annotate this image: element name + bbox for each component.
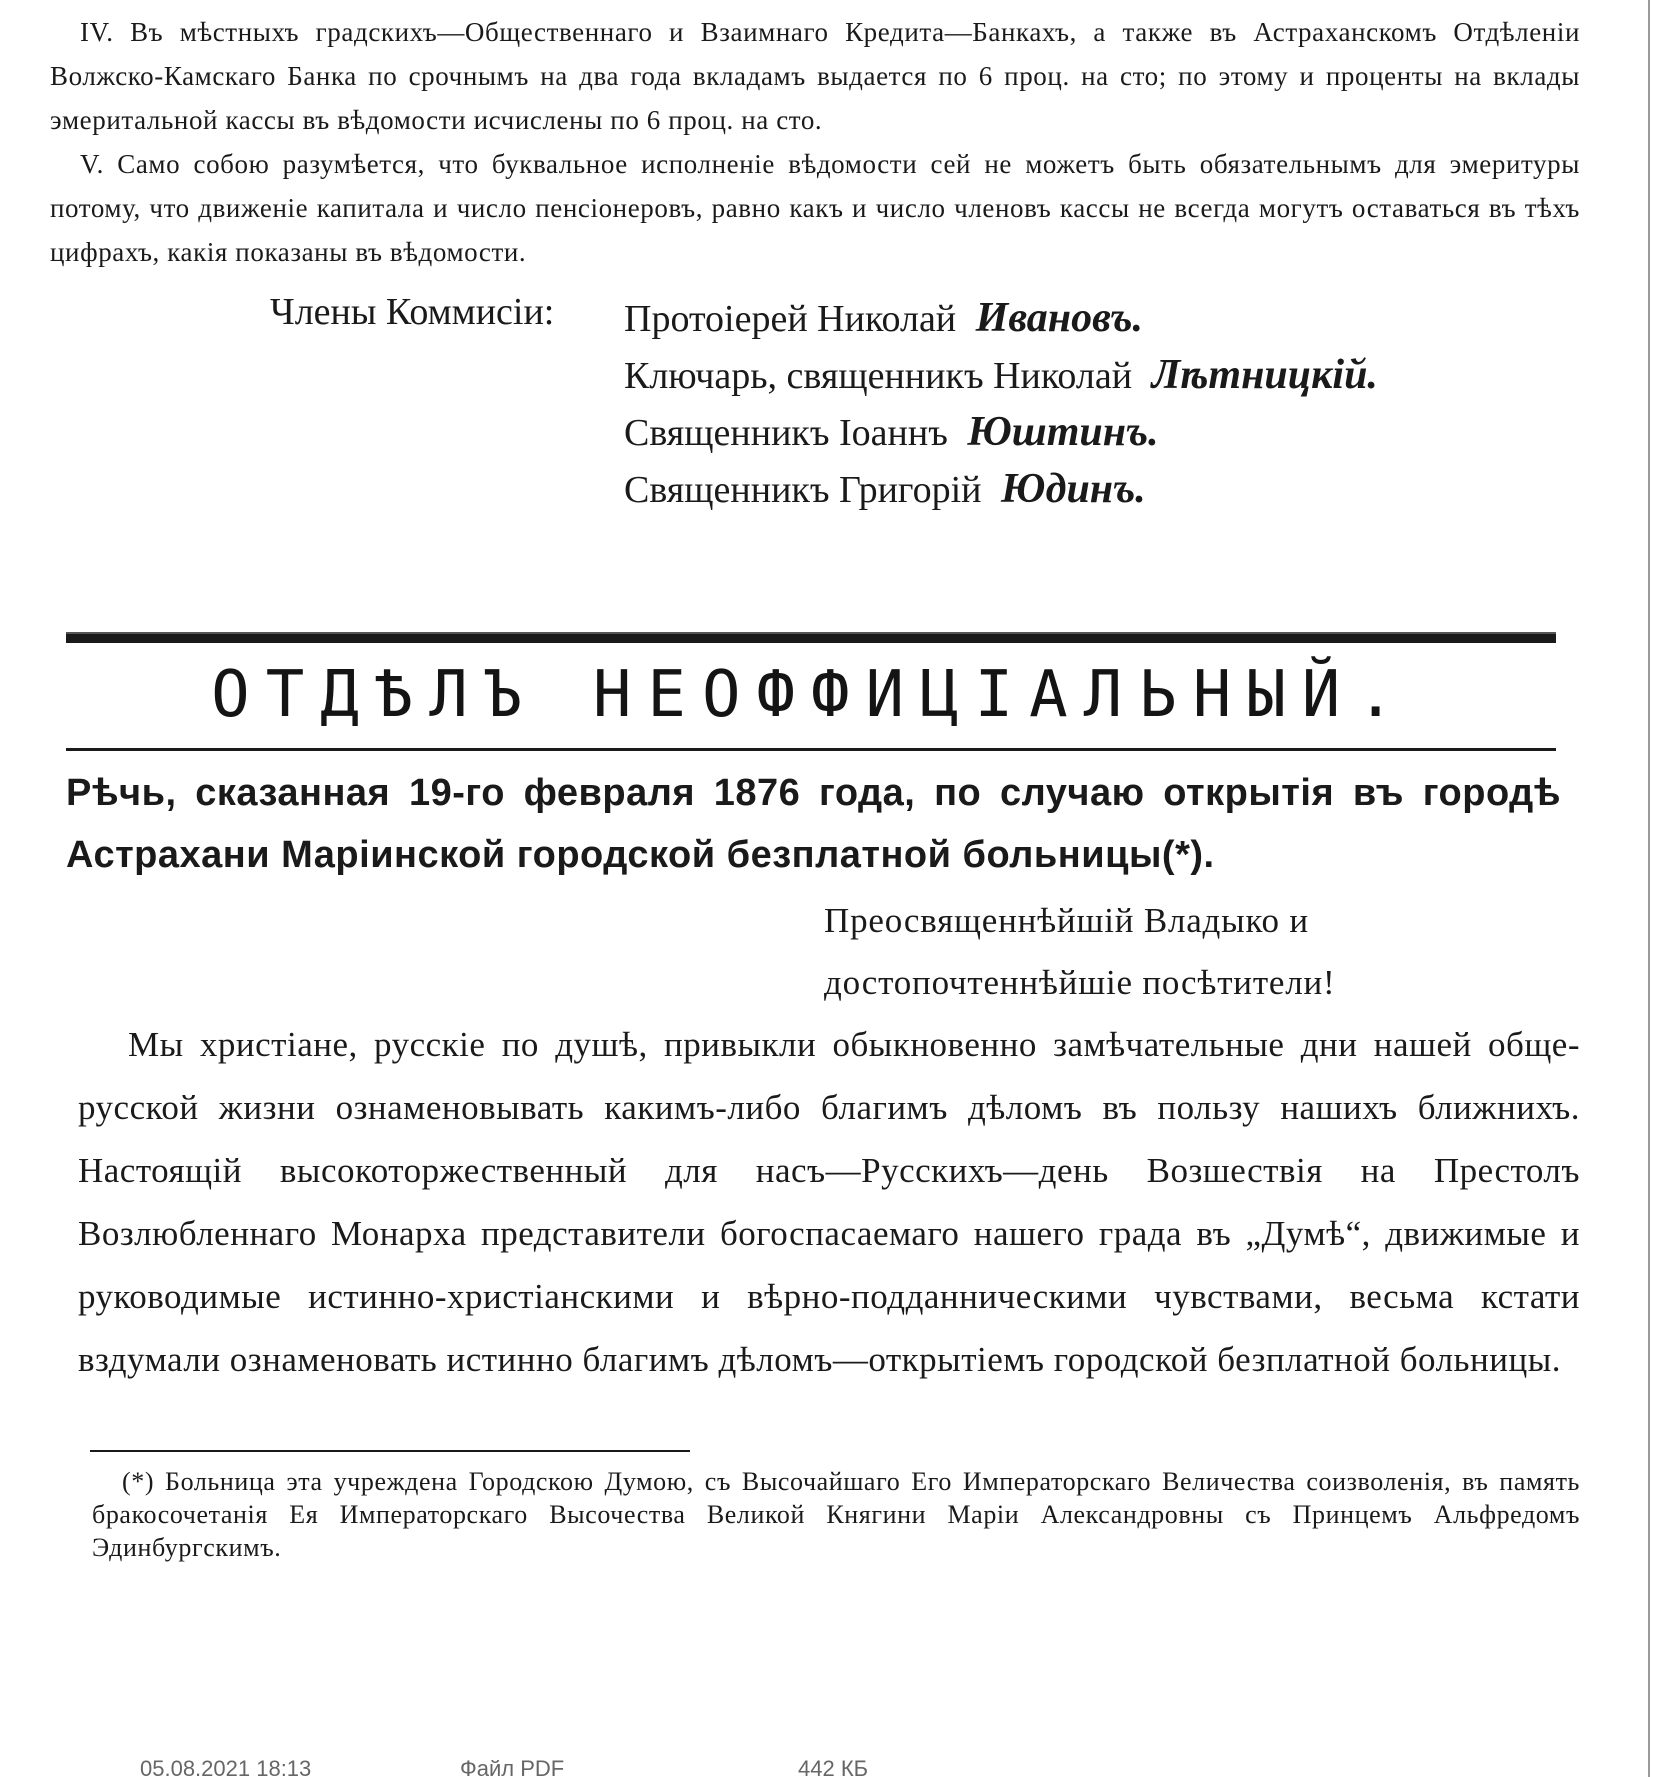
commission-label: Члены Коммисіи:	[270, 291, 555, 333]
section-divider-thick	[66, 632, 1556, 643]
file-status-bar	[0, 1760, 1661, 1777]
commission-member	[624, 404, 1584, 461]
commission-member	[624, 290, 1584, 347]
footnote: (*) Больница эта учреждена Городскою Думою, съ Высочайшаго Его Императорскаго Величества соизволенія, въ память бракосочетанія Ея Императорскаго Высочества Великой Княгини Маріи Александровны съ Принцемъ Альфредомъ Эдинбургскимъ.	[92, 1467, 1580, 1562]
file-type: Файл PDF	[460, 1760, 565, 1777]
member-surname: Юдинъ.	[1000, 466, 1146, 512]
member-surname: Лѣтницкій.	[1151, 352, 1378, 398]
member-surname: Юштинъ.	[967, 409, 1159, 455]
commission-member	[624, 461, 1584, 518]
speech-body: Мы христіане, русскіе по душѣ, привыкли обыкновенно замѣчательные дни нашей обще-русской жизни ознаменовывать какимъ-либо благимъ дѣломъ въ пользу нашихъ ближнихъ. Настоящій высокоторжественный для насъ—Русскихъ—день Возшествія на Престолъ Возлюбленнаго Монарха представители богоспасаемаго нашего града въ „Думѣ“, движимые и руководимые истинно-христіанскими и вѣрно-подданническими чувствами, весьма кстати вздумали ознаменовать истинно благимъ дѣломъ—открытіемъ городской безплатной больницы.	[78, 1025, 1580, 1379]
commission-signatures	[50, 290, 1580, 520]
member-title: Священникъ Іоаннъ	[624, 412, 948, 454]
salutation	[824, 890, 1544, 1014]
top-section	[50, 10, 1580, 520]
section-divider-thin	[66, 748, 1556, 751]
salutation-line: Преосвященнѣйшій Владыко и	[824, 901, 1309, 940]
commission-member-list	[624, 290, 1584, 518]
file-size: 442 КБ	[798, 1760, 869, 1777]
section-title: ОТДѢЛЪ НЕОФФИЦІАЛЬНЫЙ.	[211, 658, 1411, 732]
member-title: Священникъ Григорій	[624, 469, 982, 511]
paragraph-v: V. Само собою разумѣется, что буквальное исполненіе вѣдомости сей не можетъ быть обязательнымъ для эмеритуры потому, что движеніе капитала и число пенсіонеровъ, равно какъ и число членовъ кассы не всегда могутъ оставаться въ тѣхъ цифрахъ, какія показаны въ вѣдомости.	[50, 149, 1580, 267]
salutation-line: достопочтеннѣйшіе посѣтители!	[824, 963, 1336, 1002]
member-title: Ключарь, священникъ Николай	[624, 355, 1133, 397]
page-edge	[1648, 0, 1650, 1777]
member-surname: Ивановъ.	[975, 295, 1143, 341]
member-title: Протоіерей Николай	[624, 298, 957, 340]
paragraph-iv: IV. Въ мѣстныхъ градскихъ—Общественнаго и Взаимнаго Кредита—Банкахъ, а также въ Астраханскомъ Отдѣленіи Волжско-Камскаго Банка по срочнымъ на два года вкладамъ выдается по 6 проц. на сто; по этому и проценты на вклады эмеритальной кассы въ вѣдомости исчислены по 6 проц. на сто.	[50, 17, 1580, 135]
speech-title: Рѣчь, сказанная 19-го февраля 1876 года, по случаю открытія въ городѣ Астрахани Маріинской городской безплатной больницы(*).	[66, 772, 1561, 876]
file-date: 05.08.2021 18:13	[140, 1760, 312, 1777]
footnote-divider	[90, 1450, 690, 1452]
commission-member	[624, 347, 1584, 404]
